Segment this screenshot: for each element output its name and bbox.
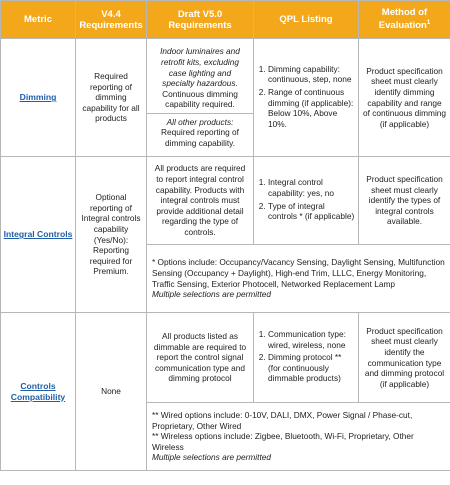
metric-cell: [1, 39, 76, 157]
method-cell: Product specification sheet must clearly identify the communication type and dimming protocol (if applicable): [359, 313, 450, 403]
qpl-item: 1. Dimming capability: continuous, step, none: [268, 64, 355, 85]
qpl-item: 1. Integral control capability: yes, no: [268, 177, 355, 198]
qpl-cell: [254, 157, 359, 245]
wired-options: ** Wired options include: 0-10V, DALI, DMX, Power Signal / Phase-cut, Proprietary, Other Wired: [152, 410, 413, 431]
options-note: Multiple selections are permitted: [152, 289, 271, 300]
qpl-item: 2. Type of integral controls * (if applicable): [268, 201, 355, 222]
metric-link-integral[interactable]: Integral Controls: [3, 229, 73, 240]
draft-cell: All products listed as dimmable are required to report the control signal communication type and dimming protocol: [147, 313, 254, 403]
table-row-compat: [1, 313, 450, 403]
options-cell: [147, 403, 450, 471]
draft-other-requirement: Required reporting of dimming capability.: [161, 127, 239, 149]
draft-other-scope: All other products:: [166, 116, 234, 127]
v44-cell: Required reporting of dimming capability for all products: [76, 39, 147, 157]
table-row-integral: [1, 157, 450, 245]
header-qpl: QPL Listing: [254, 1, 359, 39]
qpl-cell: [254, 39, 359, 157]
header-v44: V4.4 Requirements: [76, 1, 147, 39]
qpl-cell: [254, 313, 359, 403]
options-note: Multiple selections are permitted: [152, 452, 271, 463]
v44-cell: None: [76, 313, 147, 471]
header-draft: Draft V5.0 Requirements: [147, 1, 254, 39]
method-cell: Product specification sheet must clearly identify dimming capability and range of continuous dimming (if applicable): [359, 39, 450, 157]
options-cell: [147, 245, 450, 313]
footnote-marker: 1: [426, 20, 431, 27]
options-text: * Options include: Occupancy/Vacancy Sensing, Daylight Sensing, Multifunction Sensing (Occupancy + Daylight), High-end Trim, LLLC, Energy Monitoring, Traffic Sensing, Exterior Photocell, Networked Replacement Lamp: [152, 257, 445, 289]
metric-link-compat[interactable]: Controls Compatibility: [10, 380, 66, 402]
qpl-item: 2. Range of continuous dimming (if applicable): Below 10%, Above 10%.: [268, 87, 355, 129]
metric-cell: [1, 313, 76, 471]
table-row-dimming: [1, 39, 450, 157]
header-method: Method of Evaluation$^1$: [359, 1, 450, 39]
v44-cell: Optional reporting of Integral controls capability (Yes/No): Reporting required for Premium.: [76, 157, 147, 313]
qpl-extra: (for continuously dimmable products): [268, 362, 341, 384]
draft-requirement: Continuous dimming capability required.: [162, 88, 238, 110]
method-cell: Product specification sheet must clearly identify the types of integral controls available.: [359, 157, 450, 245]
draft-cell: All products are required to report integral control capability. Products with integral controls must provide additional detail regarding the type of controls.: [147, 157, 254, 245]
draft-cell: [147, 39, 254, 157]
metric-cell: [1, 157, 76, 313]
header-metric: Metric: [1, 1, 76, 39]
wireless-options: ** Wireless options include: Zigbee, Bluetooth, Wi-Fi, Proprietary, Other Wireless: [152, 431, 414, 452]
metric-link-dimming[interactable]: Dimming: [19, 92, 57, 103]
header-row: [1, 1, 450, 39]
draft-scope: Indoor luminaires and retrofit kits, excluding case lighting and specialty hazardous.: [160, 46, 240, 89]
qpl-item: 1. Communication type: wired, wireless, none: [268, 329, 355, 350]
qpl-item: 2. Dimming protocol ** (for continuously dimmable products): [268, 352, 355, 384]
